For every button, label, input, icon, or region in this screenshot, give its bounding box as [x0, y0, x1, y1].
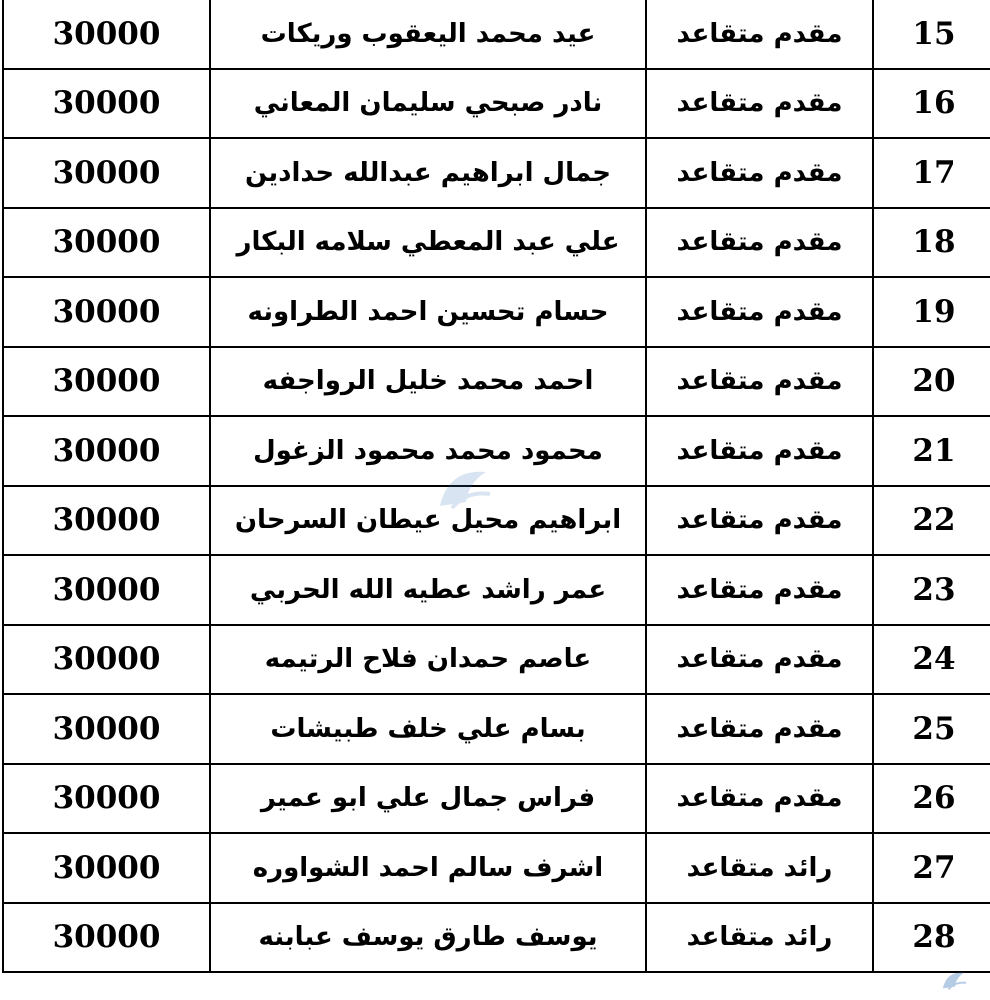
row-number-cell: 22 — [873, 486, 990, 556]
row-number-cell: 16 — [873, 69, 990, 139]
table-row — [3, 625, 990, 695]
name-cell: حسام تحسين احمد الطراونه — [210, 277, 646, 347]
row-number-cell: 17 — [873, 138, 990, 208]
rank-cell: مقدم متقاعد — [646, 764, 873, 834]
rank-cell: مقدم متقاعد — [646, 138, 873, 208]
table-row — [3, 486, 990, 556]
row-number-cell: 19 — [873, 277, 990, 347]
table-row — [3, 208, 990, 278]
row-number-cell: 15 — [873, 0, 990, 69]
amount-cell: 30000 — [3, 833, 210, 903]
name-cell: عيد محمد اليعقوب وريكات — [210, 0, 646, 69]
name-cell: احمد محمد خليل الرواجفه — [210, 347, 646, 417]
rank-cell: مقدم متقاعد — [646, 0, 873, 69]
row-number-cell: 20 — [873, 347, 990, 417]
rank-cell: رائد متقاعد — [646, 833, 873, 903]
table-row — [3, 277, 990, 347]
retirees-table — [2, 0, 990, 973]
row-number-cell: 28 — [873, 903, 990, 973]
amount-cell: 30000 — [3, 277, 210, 347]
amount-cell: 30000 — [3, 0, 210, 69]
rank-cell: مقدم متقاعد — [646, 277, 873, 347]
amount-cell: 30000 — [3, 486, 210, 556]
name-cell: يوسف طارق يوسف عبابنه — [210, 903, 646, 973]
table-row — [3, 694, 990, 764]
rank-cell: مقدم متقاعد — [646, 69, 873, 139]
name-cell: محمود محمد محمود الزغول — [210, 416, 646, 486]
table-row — [3, 764, 990, 834]
name-cell: ابراهيم محيل عيطان السرحان — [210, 486, 646, 556]
amount-cell: 30000 — [3, 69, 210, 139]
rank-cell: مقدم متقاعد — [646, 347, 873, 417]
table-row — [3, 416, 990, 486]
table-row — [3, 833, 990, 903]
rank-cell: مقدم متقاعد — [646, 416, 873, 486]
amount-cell: 30000 — [3, 416, 210, 486]
row-number-cell: 24 — [873, 625, 990, 695]
row-number-cell: 26 — [873, 764, 990, 834]
amount-cell: 30000 — [3, 694, 210, 764]
name-cell: عاصم حمدان فلاح الرتيمه — [210, 625, 646, 695]
amount-cell: 30000 — [3, 903, 210, 973]
row-number-cell: 27 — [873, 833, 990, 903]
rank-cell: مقدم متقاعد — [646, 486, 873, 556]
table-row — [3, 69, 990, 139]
table-row — [3, 0, 990, 69]
rank-cell: مقدم متقاعد — [646, 694, 873, 764]
rank-cell: مقدم متقاعد — [646, 625, 873, 695]
amount-cell: 30000 — [3, 208, 210, 278]
table-body — [3, 0, 990, 972]
table-row — [3, 903, 990, 973]
table-row — [3, 138, 990, 208]
amount-cell: 30000 — [3, 347, 210, 417]
rank-cell: مقدم متقاعد — [646, 208, 873, 278]
row-number-cell: 25 — [873, 694, 990, 764]
name-cell: عمر راشد عطيه الله الحربي — [210, 555, 646, 625]
row-number-cell: 21 — [873, 416, 990, 486]
row-number-cell: 23 — [873, 555, 990, 625]
name-cell: فراس جمال علي ابو عمير — [210, 764, 646, 834]
rank-cell: مقدم متقاعد — [646, 555, 873, 625]
amount-cell: 30000 — [3, 138, 210, 208]
name-cell: نادر صبحي سليمان المعاني — [210, 69, 646, 139]
amount-cell: 30000 — [3, 555, 210, 625]
amount-cell: 30000 — [3, 764, 210, 834]
rank-cell: رائد متقاعد — [646, 903, 873, 973]
table-row — [3, 555, 990, 625]
table-row — [3, 347, 990, 417]
name-cell: اشرف سالم احمد الشواوره — [210, 833, 646, 903]
amount-cell: 30000 — [3, 625, 210, 695]
row-number-cell: 18 — [873, 208, 990, 278]
name-cell: جمال ابراهيم عبدالله حدادين — [210, 138, 646, 208]
name-cell: بسام علي خلف طبيشات — [210, 694, 646, 764]
name-cell: علي عبد المعطي سلامه البكار — [210, 208, 646, 278]
